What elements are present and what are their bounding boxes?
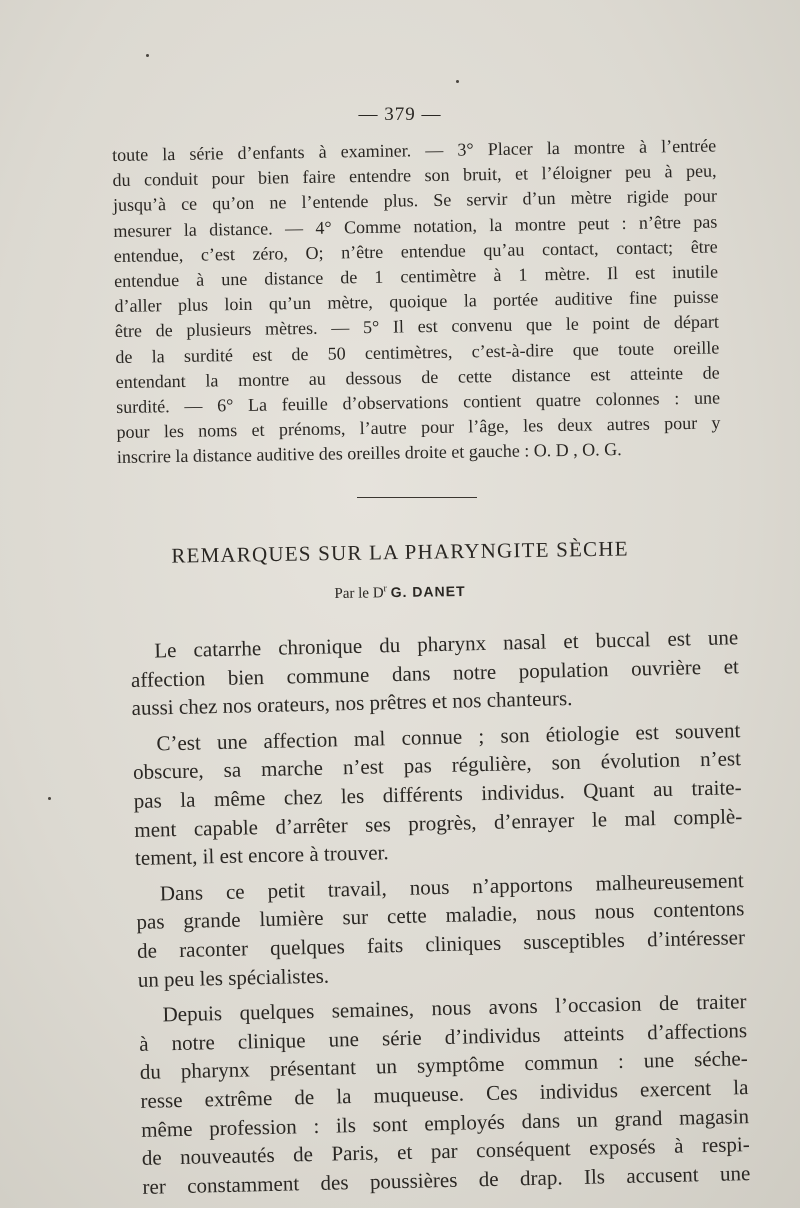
article-byline: [0, 577, 800, 609]
text-line: être de plusieurs mètres. — 5° Il est convenu que le point de départ: [114, 311, 720, 342]
text-line: de nouveautés de Paris, et par conséquent exposés à respi-: [141, 1132, 750, 1170]
text-line: toute la série d’enfants à examiner. — 3° Placer la montre à l’entrée: [112, 135, 717, 165]
print-speck: [48, 797, 51, 800]
text-line: du pharynx présentant un symptôme commun : une séche-: [139, 1046, 748, 1085]
text-line: surdité. — 6° La feuille d’observations contient quatre colonnes : une: [115, 387, 721, 417]
paragraph: [138, 987, 750, 1201]
text-line: d’aller plus loin qu’un mètre, quoique la portée auditive fine puisse: [114, 286, 719, 317]
article-title: REMARQUES SUR LA PHARYNGITE SÈCHE: [171, 536, 629, 568]
byline-prefix: Par le D: [334, 585, 384, 603]
text-line: entendue, c’est zéro, O; n’être entendue qu’au contact, contact; être: [113, 236, 718, 266]
author-name: G. DANET: [390, 582, 466, 601]
text-line: jusqu’à ce qu’on ne l’entende plus. Se servir d’un mètre rigide pour: [112, 185, 718, 216]
text-line: pas grande lumière sur cette maladie, nous nous contentons: [136, 896, 745, 935]
text-line: obscure, sa marche n’est pas régulière, son évolution n’est: [132, 746, 742, 785]
text-line: entendant la montre au dessous de cette distance est atteinte de: [115, 362, 720, 392]
paragraph: [136, 866, 746, 994]
text-line: tement, il est encore à trouver.: [134, 840, 389, 871]
text-line: Dans ce petit travail, nous n’apportons malheureusement: [159, 867, 744, 906]
print-speck: [146, 54, 149, 57]
text-line: affection bien commune dans notre population ouvrière et: [130, 653, 740, 692]
paragraph: [130, 623, 740, 723]
text-line: de la surdité est de 50 centimètres, c’est-à-dire que toute oreille: [115, 337, 720, 367]
article-body: [130, 623, 751, 1201]
text-line: Depuis quelques semaines, nous avons l’occasion de traiter: [162, 989, 747, 1027]
text-line: de raconter quelques faits cliniques susceptibles d’intéresser: [136, 925, 746, 963]
text-line: même profession : ils sont employés dans un grand magasin: [140, 1103, 750, 1142]
text-line: pour les noms et prénoms, l’autre pour l’âge, les deux autres pour y: [116, 412, 721, 443]
text-line: ment capable d’arrêter ses progrès, d’enrayer le mal complè-: [134, 803, 743, 842]
text-line: rer constamment des poussières de drap. Ils accusent une: [142, 1160, 751, 1199]
text-line: pas la même chez les différents individus. Quant au traite-: [133, 775, 742, 813]
text-line: un peu les spécialistes.: [137, 963, 330, 992]
paragraph: [132, 716, 743, 873]
byline-sup: r: [383, 583, 387, 595]
text-line: à notre clinique une série d’individus atteints d’affections: [138, 1017, 748, 1056]
section-divider: [357, 497, 477, 498]
text-line: entendue à une distance de 1 centimètre à 1 mètre. Il est inutile: [114, 261, 719, 291]
upper-text-block: [112, 134, 721, 471]
print-speck: [456, 80, 459, 83]
page-number: — 379 —: [358, 104, 442, 125]
text-line: Le catarrhe chronique du pharynx nasal et buccal est une: [154, 625, 739, 663]
text-line: mesurer la distance. — 4° Comme notation, la montre peut : n’être pas: [113, 211, 718, 241]
text-line: resse extrême de la muqueuse. Ces individus exercent la: [140, 1074, 749, 1113]
text-line: du conduit pour bien faire entendre son bruit, et l’éloigner peu à peu,: [112, 160, 717, 191]
text-line: aussi chez nos orateurs, nos prêtres et nos chanteurs.: [131, 686, 573, 721]
text-line: inscrire la distance auditive des oreilles droite et gauche : O. D , O. G.: [116, 439, 622, 468]
text-line: C’est une affection mal connue ; son étiologie est souvent: [156, 717, 741, 756]
